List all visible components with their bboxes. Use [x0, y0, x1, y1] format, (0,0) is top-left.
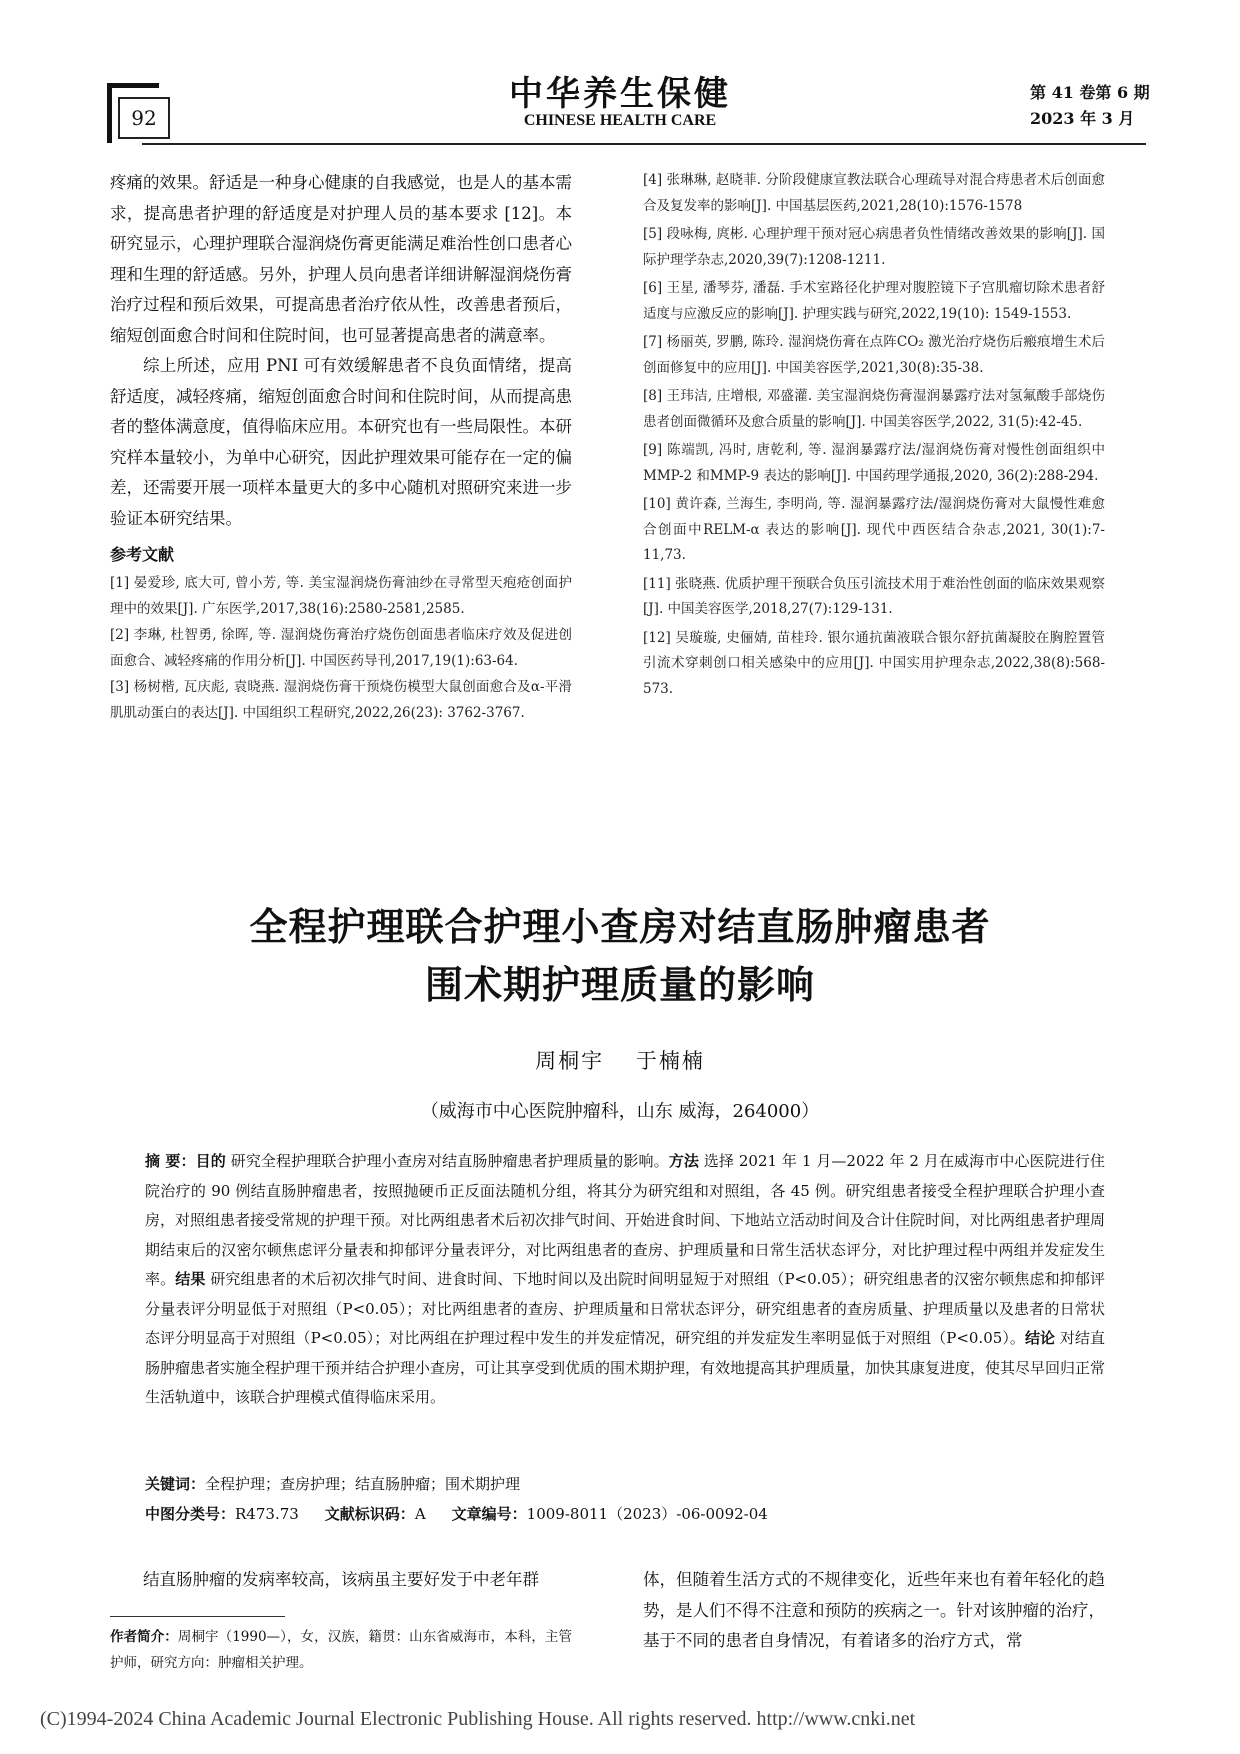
- article-no-label: 文章编号：: [451, 1505, 527, 1523]
- page-number: 92: [118, 97, 170, 139]
- body-paragraph: 综上所述，应用 PNI 可有效缓解患者不良负面情绪，提高舒适度，减轻疼痛，缩短创面愈合时间和住院时间，从而提高患者的整体满意度，值得临床应用。本研究也有一些局限性。本研究样本量较小，为单中心研究，因此护理效果可能存在一定的偏差，还需要开展一项样本量更大的多中心随机对照研究来进一步验证本研究结果。: [110, 356, 572, 528]
- abstract-label: 摘 要：: [145, 1152, 196, 1170]
- reference-item: [1] 晏爱珍, 底大可, 曾小芳, 等. 美宝湿润烧伤膏油纱在寻常型天疱疮创面护理中的效果[J]. 广东医学,2017,38(16):2580-2581,2585.: [110, 575, 572, 617]
- references-heading: 参考文献: [110, 545, 175, 564]
- reference-item: [7] 杨丽英, 罗鹏, 陈玲. 湿润烧伤膏在点阵CO₂ 激光治疗烧伤后瘢痕增生术后创面修复中的应用[J]. 中国美容医学,2021,30(8):35-38.: [643, 334, 1105, 376]
- keywords: [145, 1469, 1105, 1499]
- header-corner-mark-vertical: [107, 83, 112, 143]
- result-label: 结果: [175, 1270, 206, 1288]
- header-rule: [142, 143, 1146, 145]
- volume-issue: 第 41 卷第 6 期: [1030, 83, 1150, 102]
- journal-title-en: CHINESE HEALTH CARE: [523, 112, 717, 129]
- article-title-line-2: 围术期护理质量的影响: [424, 963, 815, 1007]
- article-title: [100, 898, 1140, 1014]
- intro-paragraph-right: 体，但随着生活方式的不规律变化，近些年来也有着年轻化的趋势，是人们不得不注意和预防的疾病之一。针对该肿瘤的治疗，基于不同的患者自身情况，有着诸多的治疗方式，常: [643, 1570, 1105, 1650]
- conclusion-label: 结论: [1024, 1329, 1056, 1347]
- keywords-text: 全程护理；查房护理；结直肠肿瘤；围术期护理: [205, 1475, 521, 1493]
- objective-label: 目的: [195, 1152, 226, 1170]
- conclusion-text: 对结直肠肿瘤患者实施全程护理干预并结合护理小查房，可让其享受到优质的围术期护理，有效地提高其护理质量，加快其康复进度，使其尽早回归正常生活轨道中，该联合护理模式值得临床采用。: [145, 1329, 1106, 1406]
- issue-date: 2023 年 3 月: [1030, 109, 1135, 128]
- author-note: [110, 1624, 572, 1676]
- body-paragraph: 疼痛的效果。舒适是一种身心健康的自我感觉，也是人的基本需求，提高患者护理的舒适度是对护理人员的基本要求 [12]。本研究显示，心理护理联合湿润烧伤膏更能满足难治性创口患者心理和生理的舒适感。另外，护理人员向患者详细讲解湿润烧伤膏治疗过程和预后效果，可提高患者治疗依从性，改善患者预后，缩短创面愈合时间和住院时间，也可显著提高患者的满意率。: [110, 173, 572, 345]
- keywords-label: 关键词：: [145, 1475, 206, 1493]
- right-column-references: [643, 168, 1105, 705]
- article-title-line-1: 全程护理联合护理小查房对结直肠肿瘤患者: [249, 905, 991, 949]
- intro-paragraph-left: 结直肠肿瘤的发病率较高，该病虽主要好发于中老年群: [143, 1570, 539, 1589]
- reference-item: [12] 吴璇璇, 史俪婧, 苗桂玲. 银尔通抗菌液联合银尔舒抗菌凝胶在胸腔置管引流术穿刺创口相关感染中的应用[J]. 中国实用护理杂志,2022,38(8):568-573.: [643, 629, 1105, 697]
- clc-value: R473.73: [235, 1505, 299, 1523]
- article-no-value: 1009-8011（2023）-06-0092-04: [526, 1505, 768, 1523]
- author-note-text: 周桐宇（1990—），女，汉族，籍贯：山东省威海市，本科，主管护师，研究方向：肿瘤相关护理。: [110, 1629, 573, 1671]
- reference-item: [8] 王玮洁, 庄增根, 邓盛灌. 美宝湿润烧伤膏湿润暴露疗法对氢氟酸手部烧伤患者创面微循环及愈合质量的影响[J]. 中国美容医学,2022, 31(5):42-45.: [643, 388, 1105, 430]
- author-affiliation: （威海市中心医院肿瘤科，山东 威海，264000）: [420, 1101, 820, 1122]
- method-label: 方法: [668, 1152, 699, 1170]
- reference-item: [10] 黄许森, 兰海生, 李明尚, 等. 湿润暴露疗法/湿润烧伤膏对大鼠慢性难愈合创面中RELM-α 表达的影响[J]. 现代中西医结合杂志,2021, 30(1):7-11,73.: [643, 496, 1105, 563]
- doc-code-value: A: [414, 1505, 426, 1523]
- reference-item: [2] 李琳, 杜智勇, 徐晖, 等. 湿润烧伤膏治疗烧伤创面患者临床疗效及促进创面愈合、减轻疼痛的作用分析[J]. 中国医药导刊,2017,19(1):63-64.: [110, 627, 572, 669]
- reference-item: [5] 段咏梅, 庹彬. 心理护理干预对冠心病患者负性情绪改善效果的影响[J]. 国际护理学杂志,2020,39(7):1208-1211.: [643, 226, 1105, 268]
- objective-text: 研究全程护理联合护理小查房对结直肠肿瘤患者护理质量的影响。: [225, 1152, 669, 1170]
- reference-item: [4] 张琳琳, 赵晓菲. 分阶段健康宣教法联合心理疏导对混合痔患者术后创面愈合及复发率的影响[J]. 中国基层医药,2021,28(10):1576-1578: [643, 172, 1105, 214]
- reference-item: [3] 杨树楷, 瓦庆彪, 袁晓燕. 湿润烧伤膏干预烧伤模型大鼠创面愈合及α-平滑肌肌动蛋白的表达[J]. 中国组织工程研究,2022,26(23): 3762-3767.: [110, 679, 572, 721]
- article-authors: 周桐宇 于楠楠: [535, 1049, 705, 1073]
- reference-item: [6] 王星, 潘琴芬, 潘磊. 手术室路径化护理对腹腔镜下子宫肌瘤切除术患者舒适度与应激反应的影响[J]. 护理实践与研究,2022,19(10): 1549-1553.: [643, 280, 1105, 322]
- left-column: [110, 168, 572, 727]
- classification-line: [145, 1499, 1105, 1529]
- clc-label: 中图分类号：: [145, 1505, 236, 1523]
- method-text: 选择 2021 年 1 月—2022 年 2 月在威海市中心医院进行住院治疗的 90 例结直肠肿瘤患者，按照抛硬币正反面法随机分组，将其分为研究组和对照组，各 45 例。研究组患者接受全程护理联合护理小查房，对照组患者接受常规的护理干预。对比两组患者术后初次排气时间、开始进食时间、下地站立活动时间及合计住院时间，对比两组患者护理周期结束后的汉密尔顿焦虑评分量表和抑郁评分量表评分，对比两组患者的查房、护理质量和日常生活状态评分，对比护理过程中两组并发症发生率。: [145, 1152, 1106, 1288]
- reference-item: [11] 张晓燕. 优质护理干预联合负压引流技术用于难治性创面的临床效果观察[J]. 中国美容医学,2018,27(7):129-131.: [643, 575, 1105, 617]
- copyright-footer: (C)1994-2024 China Academic Journal Electronic Publishing House. All rights reserved. http://www.cnki.net: [40, 1708, 916, 1730]
- doc-code-label: 文献标识码：: [324, 1505, 415, 1523]
- result-text: 研究组患者的术后初次排气时间、进食时间、下地时间以及出院时间明显短于对照组（P<0.05）；研究组患者的汉密尔顿焦虑和抑郁评分量表评分明显低于对照组（P<0.05）；对比两组患者的查房、护理质量和日常状态评分，研究组患者的查房质量、护理质量以及患者的日常状态评分明显高于对照组（P<0.05）；对比两组在护理过程中发生的并发症情况，研究组的并发症发生率明显低于对照组（P<0.05）。: [145, 1270, 1105, 1347]
- reference-item: [9] 陈端凯, 冯时, 唐乾利, 等. 湿润暴露疗法/湿润烧伤膏对慢性创面组织中MMP-2 和MMP-9 表达的影响[J]. 中国药理学通报,2020, 36(2):288-294.: [643, 442, 1105, 484]
- footnote-rule: [110, 1616, 285, 1617]
- abstract: [145, 1147, 1105, 1413]
- author-note-label: 作者简介：: [110, 1629, 178, 1645]
- header-corner-mark: [107, 83, 159, 88]
- journal-title-cn: 中华养生保健: [509, 74, 731, 114]
